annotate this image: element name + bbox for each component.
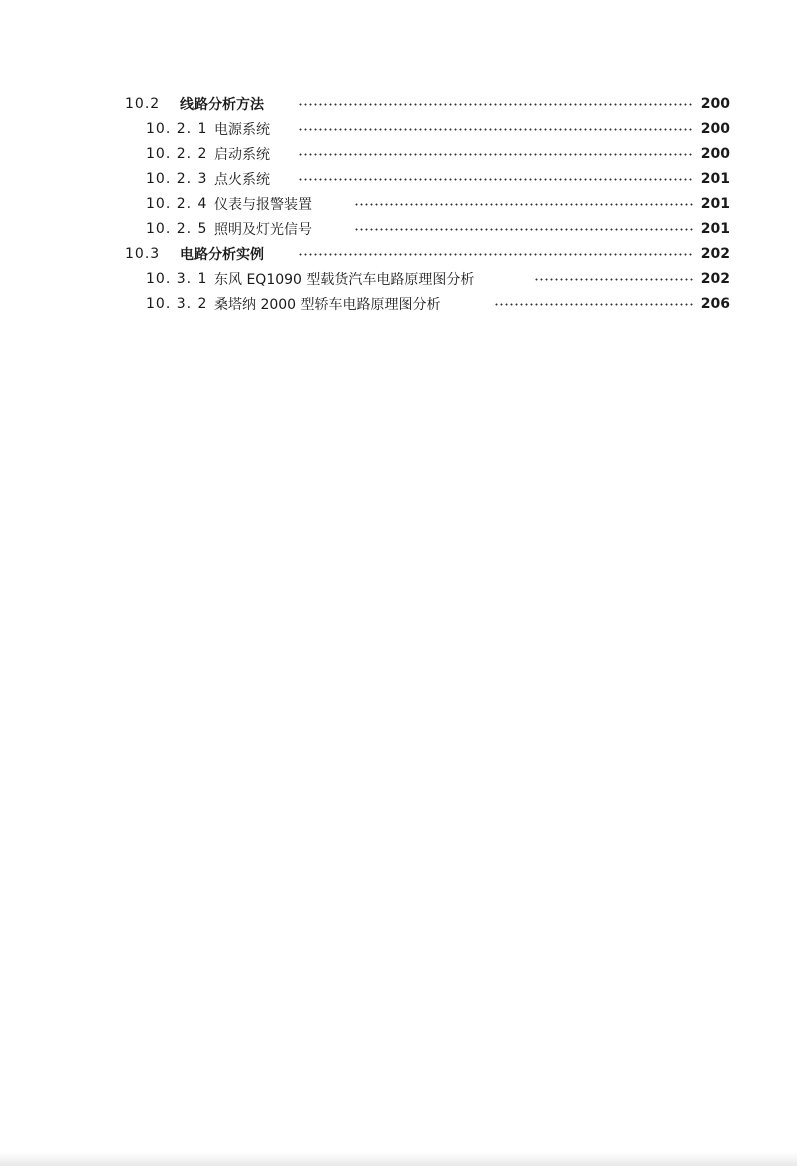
toc-entry-page: 201	[700, 171, 730, 187]
toc-leader-dots	[298, 253, 694, 256]
toc-entry-page: 202	[700, 246, 730, 262]
toc-entry-title: 东风 EQ1090 型载货汽车电路原理图分析	[214, 272, 475, 288]
toc-entry-title: 桑塔纳 2000 型轿车电路原理图分析	[214, 297, 441, 313]
toc-entry	[0, 269, 797, 289]
toc-entry-title: 电源系统	[214, 122, 270, 138]
toc-entry-number: 10. 2. 1	[146, 121, 208, 137]
toc-entry-title: 电路分析实例	[180, 247, 264, 263]
toc-entry	[0, 294, 797, 314]
toc-leader-dots	[298, 153, 694, 156]
toc-entry-page: 200	[700, 96, 730, 112]
toc-entry	[0, 219, 797, 239]
toc-entry-page: 200	[700, 146, 730, 162]
toc-entry-title: 仪表与报警装置	[214, 197, 312, 213]
toc-entry-page: 202	[700, 271, 730, 287]
toc-leader-dots	[354, 228, 694, 231]
toc-entry-number: 10. 2. 2	[146, 146, 208, 162]
toc-entry-page: 206	[700, 296, 730, 312]
toc-entry-page: 201	[700, 221, 730, 237]
toc-entry-title: 启动系统	[214, 147, 270, 163]
toc-entry	[0, 169, 797, 189]
toc-entry	[0, 94, 797, 114]
toc-entry-title: 点火系统	[214, 172, 270, 188]
toc-leader-dots	[298, 128, 694, 131]
toc-entry-page: 201	[700, 196, 730, 212]
toc-entry	[0, 244, 797, 264]
toc-entry-number: 10. 3. 1	[146, 271, 208, 287]
toc-entry-number: 10. 2. 4	[146, 196, 208, 212]
toc-entry-title: 照明及灯光信号	[214, 222, 312, 238]
toc-entry	[0, 144, 797, 164]
toc-leader-dots	[298, 178, 694, 181]
toc-entry-number: 10.2	[125, 96, 161, 112]
toc-leader-dots	[534, 278, 694, 281]
toc-entry-number: 10. 2. 3	[146, 171, 208, 187]
toc-entry-number: 10. 3. 2	[146, 296, 208, 312]
toc-entry-page: 200	[700, 121, 730, 137]
toc-leader-dots	[354, 203, 694, 206]
toc-entry	[0, 119, 797, 139]
toc-entry	[0, 194, 797, 214]
toc-entry-number: 10.3	[125, 246, 161, 262]
toc-leader-dots	[494, 303, 694, 306]
toc-entry-title: 线路分析方法	[180, 97, 264, 113]
toc-leader-dots	[298, 103, 694, 106]
toc-entry-number: 10. 2. 5	[146, 221, 208, 237]
